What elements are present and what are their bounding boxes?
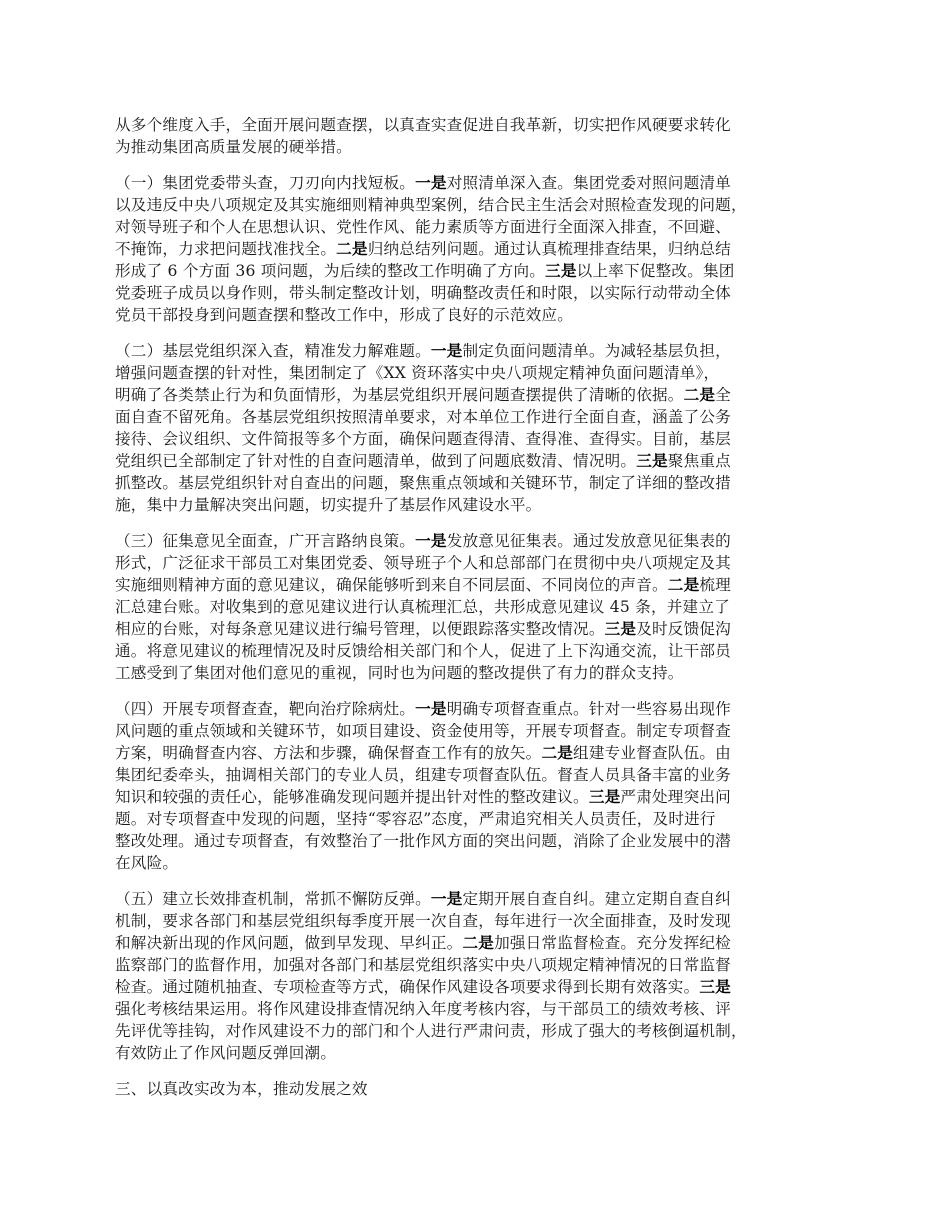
text-line [115, 574, 855, 596]
text-run: 机制，要求各部门和基层党组织每季度开展一次自查，每年进行一次全面排查，及时发现 [115, 912, 731, 930]
text-line [115, 552, 855, 574]
text-run: 明确了各类禁止行为和负面情形，为基层党组织开展问题查摆提供了清晰的依据。 [115, 386, 684, 404]
text-run: 接待、会议组织、文件简报等多个方面，确保问题查得清、查得准、查得实。目前，基层 [115, 430, 731, 448]
text-line [115, 888, 855, 910]
text-run: 发放意见征集表。通过发放意见征集表的 [446, 532, 731, 550]
text-line [115, 472, 855, 494]
text-run: 党组织已全部制定了针对性的自查问题清单，做到了问题底数清、情况明。 [115, 452, 637, 470]
text-run: 监察部门的监督作用，加强对各部门和基层党组织落实中央八项规定精神情况的日常监督 [115, 956, 731, 974]
text-line [115, 954, 855, 976]
bold-keyword: 二是 [683, 385, 716, 404]
text-run: 三、以真改实改为本，推动发展之效 [115, 1080, 368, 1098]
text-line [115, 998, 855, 1020]
text-run: 不掩饰，力求把问题找准找全。 [115, 240, 337, 258]
text-line [115, 216, 855, 238]
text-line [115, 910, 855, 932]
text-line [115, 1020, 855, 1042]
text-run: 形成了 6 个方面 36 项问题，为后续的整改工作明确了方向。 [115, 262, 546, 280]
text-line [115, 720, 855, 742]
text-line [115, 830, 855, 852]
text-run: 对照清单深入查。集团党委对照问题清单 [446, 174, 731, 192]
text-line [115, 340, 855, 362]
text-line [115, 384, 855, 406]
bold-keyword: 三是 [588, 787, 621, 806]
text-run: 聚焦重点 [667, 452, 731, 470]
text-run: 对领导班子和个人在思想认识、党性作风、能力素质等方面进行全面深入排查，不回避、 [115, 218, 731, 236]
text-run: 汇总建台账。对收集到的意见建议进行认真梳理汇总，共形成意见建议 45 条，并建立了 [115, 598, 730, 616]
text-line [115, 362, 855, 384]
text-line [115, 932, 855, 954]
bold-keyword: 二是 [541, 743, 574, 762]
text-run: 知识和较强的责任心，能够准确发现问题并提出针对性的整改建议。 [115, 788, 589, 806]
text-line [115, 238, 855, 260]
text-run: 从多个维度入手，全面开展问题查摆，以真查实查促进自我革新，切实把作风硬要求转化 [115, 116, 731, 134]
bold-keyword: 三是 [636, 451, 668, 470]
text-run: 题。对专项督查中发现的问题，坚持“零容忍”态度，严肃追究相关人员责任，及时进行 [115, 810, 716, 828]
section-heading [115, 1078, 855, 1100]
bold-keyword: 一是 [415, 531, 447, 550]
text-line [115, 1078, 855, 1100]
text-run: 在风险。 [115, 854, 179, 872]
bold-keyword: 二是 [462, 933, 495, 952]
text-run: （四）开展专项督查查，靶向治疗除病灶。 [115, 700, 416, 718]
text-line [115, 976, 855, 998]
paragraph [115, 530, 855, 684]
text-line [115, 852, 855, 874]
paragraph [115, 172, 855, 326]
text-run: 相应的台账，对每条意见建议进行编号管理，以便跟踪落实整改情况。 [115, 620, 605, 638]
text-run: 以上率下促整改。集团 [576, 262, 735, 280]
text-run: 制定负面问题清单。为减轻基层负担， [462, 342, 731, 360]
paragraph [115, 114, 855, 158]
text-line [115, 260, 855, 282]
text-run: 及时反馈促沟 [636, 620, 731, 638]
text-run: 归纳总结列问题。通过认真梳理排查结果，归纳总结 [367, 240, 731, 258]
text-line [115, 530, 855, 552]
bold-keyword: 一是 [415, 173, 447, 192]
text-run: 增强问题查摆的针对性，集团制定了《XX 资环落实中央八项规定精神负面问题清单》， [115, 364, 720, 382]
text-run: 梳理 [699, 576, 731, 594]
text-run: 通。将意见建议的梳理情况及时反馈给相关部门和个人，促进了上下沟通交流，让干部员 [115, 642, 731, 660]
bold-keyword: 三是 [604, 619, 637, 638]
text-run: （一）集团党委带头查，刀刃向内找短板。 [115, 174, 416, 192]
text-line [115, 428, 855, 450]
bold-keyword: 一是 [415, 699, 447, 718]
bold-keyword: 一是 [430, 341, 463, 360]
text-run: （二）基层党组织深入查，精准发力解难题。 [115, 342, 431, 360]
bold-keyword: 三是 [545, 261, 577, 280]
bold-keyword: 三是 [699, 977, 731, 996]
text-line [115, 618, 855, 640]
text-line [115, 282, 855, 304]
text-run: 严肃处理突出问 [620, 788, 731, 806]
bold-keyword: 二是 [667, 575, 700, 594]
text-line [115, 764, 855, 786]
text-line [115, 662, 855, 684]
bold-keyword: 二是 [336, 239, 368, 258]
text-run: 党委班子成员以身作则，带头制定整改计划，明确整改责任和时限，以实际行动带动全体 [115, 284, 731, 302]
text-line [115, 808, 855, 830]
text-run: 定期开展自查自纠。建立定期自查自纠 [462, 890, 731, 908]
text-line [115, 786, 855, 808]
paragraph [115, 888, 855, 1064]
text-run: 组建专业督查队伍。由 [573, 744, 731, 762]
paragraph [115, 698, 855, 874]
text-run: 工感受到了集团对他们意见的重视，同时也为问题的整改提供了有力的群众支持。 [115, 664, 684, 682]
text-line [115, 136, 855, 158]
text-run: 面自查不留死角。各基层党组织按照清单要求，对本单位工作进行全面自查，涵盖了公务 [115, 408, 731, 426]
text-run: 整改处理。通过专项督查，有效整治了一批作风方面的突出问题，消除了企业发展中的潜 [115, 832, 731, 850]
text-run: 以及违反中央八项规定及其实施细则精神典型案例，结合民主生活会对照检查发现的问题， [115, 196, 747, 214]
text-run: 为推动集团高质量发展的硬举措。 [115, 138, 352, 156]
text-run: 集团纪委牵头，抽调相关部门的专业人员，组建专项督查队伍。督查人员具备丰富的业务 [115, 766, 731, 784]
text-run: 抓整改。基层党组织针对自查出的问题，聚焦重点领域和关键环节，制定了详细的整改措 [115, 474, 731, 492]
text-run: 有效防止了作风问题反弹回潮。 [115, 1044, 337, 1062]
text-run: 先评优等挂钩，对作风建设不力的部门和个人进行严肃问责，形成了强大的考核倒逼机制， [115, 1022, 747, 1040]
text-run: 全 [715, 386, 731, 404]
text-run: 实施细则精神方面的意见建议，确保能够听到来自不同层面、不同岗位的声音。 [115, 576, 668, 594]
text-run: 强化考核结果运用。将作风建设排查情况纳入年度考核内容，与干部员工的绩效考核、评 [115, 1000, 731, 1018]
text-line [115, 172, 855, 194]
text-line [115, 304, 855, 326]
text-line [115, 194, 855, 216]
text-run: 和解决新出现的作风问题，做到早发现、早纠正。 [115, 934, 463, 952]
text-line [115, 596, 855, 618]
text-line [115, 450, 855, 472]
text-line [115, 742, 855, 764]
text-run: 党员干部投身到问题查摆和整改工作中，形成了良好的示范效应。 [115, 306, 574, 324]
text-run: 加强日常监督检查。充分发挥纪检 [494, 934, 731, 952]
paragraph [115, 340, 855, 516]
text-line [115, 1042, 855, 1064]
text-line [115, 114, 855, 136]
text-line [115, 406, 855, 428]
bold-keyword: 一是 [430, 889, 463, 908]
text-line [115, 698, 855, 720]
text-run: （五）建立长效排查机制，常抓不懈防反弹。 [115, 890, 431, 908]
document-page [115, 114, 855, 1114]
text-line [115, 494, 855, 516]
text-run: 方案，明确督查内容、方法和步骤，确保督查工作有的放矢。 [115, 744, 542, 762]
text-run: 风问题的重点领域和关键环节，如项目建设、资金使用等，开展专项督查。制定专项督查 [115, 722, 731, 740]
text-run: 施，集中力量解决突出问题，切实提升了基层作风建设水平。 [115, 496, 542, 514]
text-line [115, 640, 855, 662]
text-run: 形式，广泛征求干部员工对集团党委、领导班子个人和总部部门在贯彻中央八项规定及其 [115, 554, 731, 572]
text-run: （三）征集意见全面查，广开言路纳良策。 [115, 532, 416, 550]
text-run: 检查。通过随机抽查、专项检查等方式，确保作风建设各项要求得到长期有效落实。 [115, 978, 700, 996]
text-run: 明确专项督查重点。针对一些容易出现作 [446, 700, 731, 718]
